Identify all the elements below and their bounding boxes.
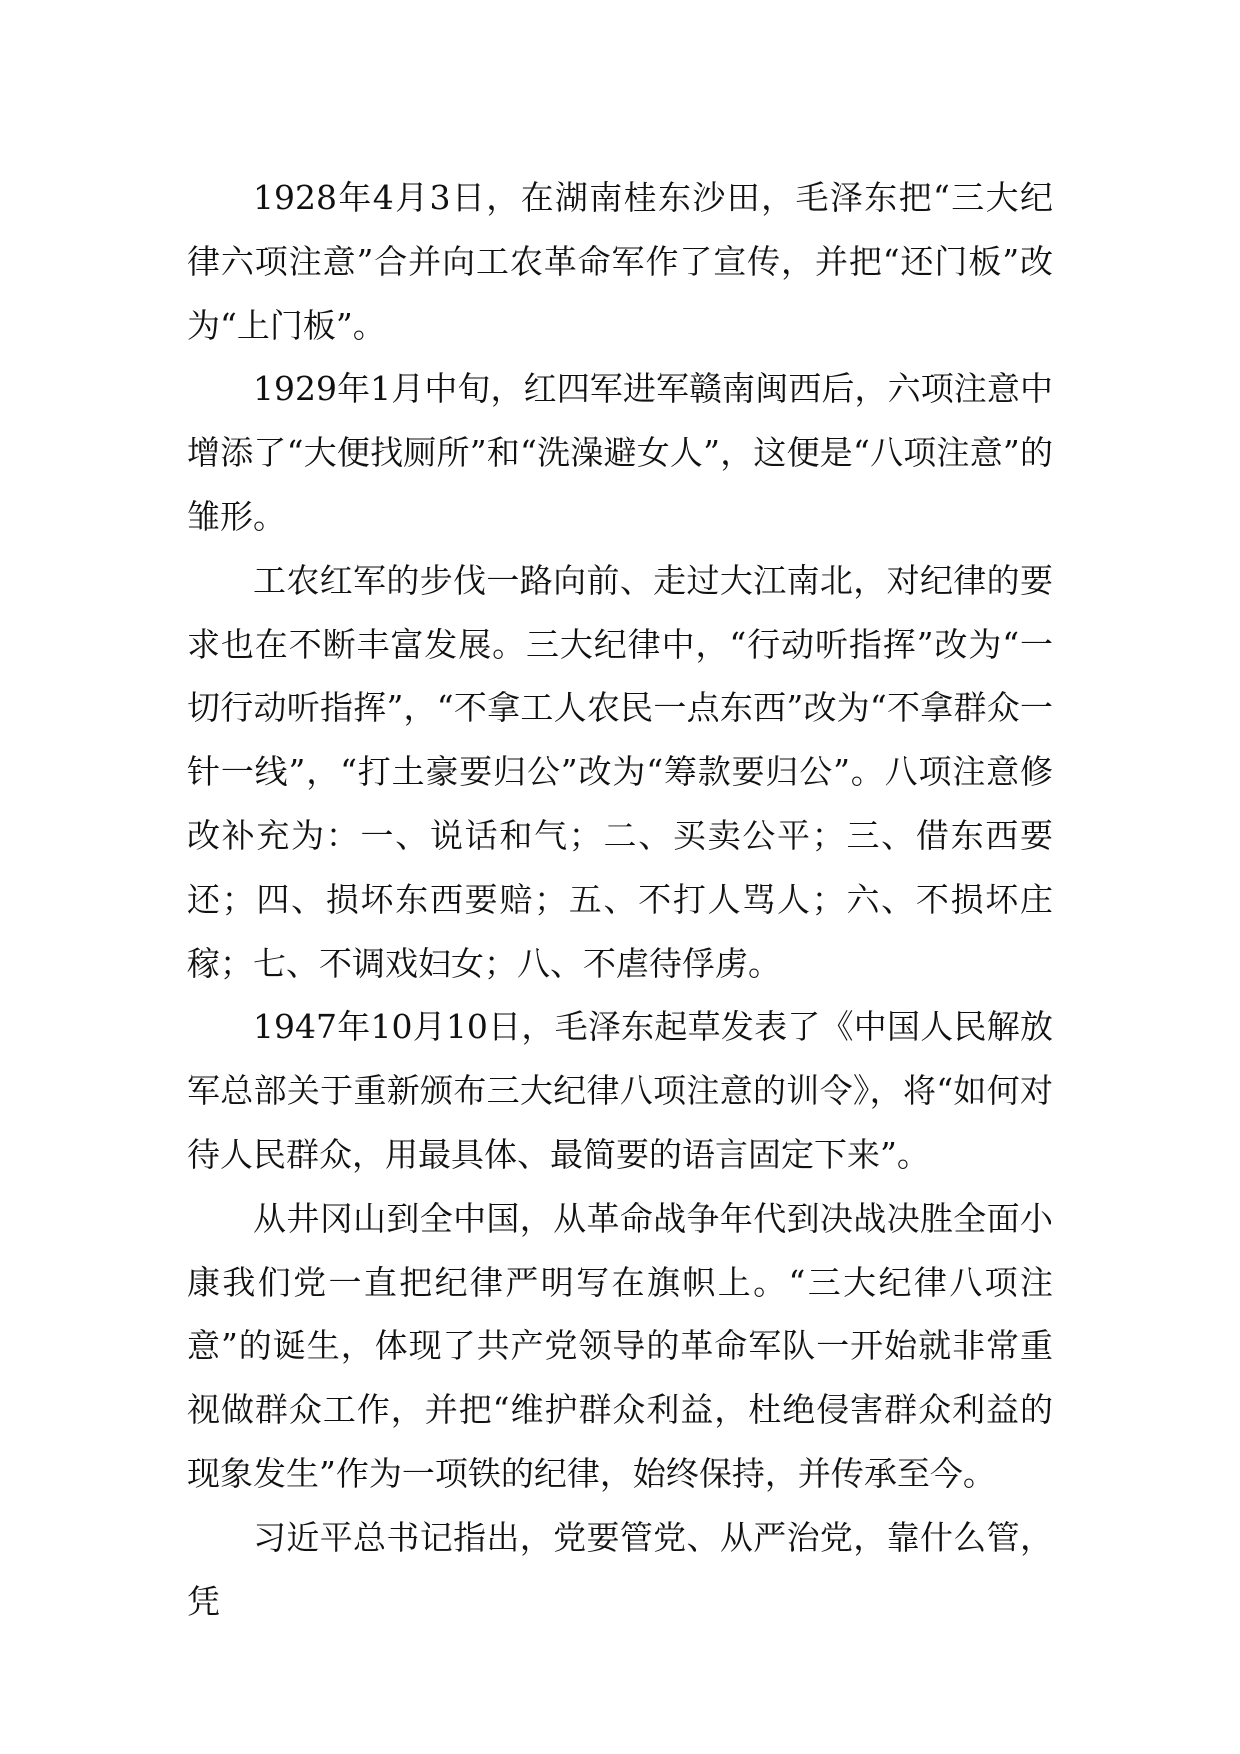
paragraph-xi-jinping: 习近平总书记指出，党要管党、从严治党，靠什么管，凭: [187, 1517, 1053, 1621]
document-body: [187, 166, 1053, 1633]
paragraph-1928: 1928年4月3日，在湖南桂东沙田，毛泽东把“三大纪律六项注意”合并向工农革命军作了宣传，并把“还门板”改为“上门板”。: [187, 178, 1053, 345]
paragraph-1929: 1929年1月中旬，红四军进军赣南闽西后，六项注意中增添了“大便找厕所”和“洗澡避女人”，这便是“八项注意”的雏形。: [187, 369, 1053, 536]
paragraph-jinggangshan: 从井冈山到全中国，从革命战争年代到决战决胜全面小康我们党一直把纪律严明写在旗帜上。“三大纪律八项注意”的诞生，体现了共产党领导的革命军队一开始就非常重视做群众工作，并把“维护群众利益，杜绝侵害群众利益的现象发生”作为一项铁的纪律，始终保持，并传承至今。: [187, 1198, 1053, 1493]
paragraph-1947: 1947年10月10日，毛泽东起草发表了《中国人民解放军总部关于重新颁布三大纪律八项注意的训令》，将“如何对待人民群众，用最具体、最简要的语言固定下来”。: [187, 1007, 1053, 1174]
paragraph-discipline-development: 工农红军的步伐一路向前、走过大江南北，对纪律的要求也在不断丰富发展。三大纪律中，“行动听指挥”改为“一切行动听指挥”，“不拿工人农民一点东西”改为“不拿群众一针一线”，“打土豪要归公”改为“筹款要归公”。八项注意修改补充为：一、说话和气；二、买卖公平；三、借东西要还；四、损坏东西要赔；五、不打人骂人；六、不损坏庄稼；七、不调戏妇女；八、不虐待俘虏。: [187, 560, 1053, 983]
